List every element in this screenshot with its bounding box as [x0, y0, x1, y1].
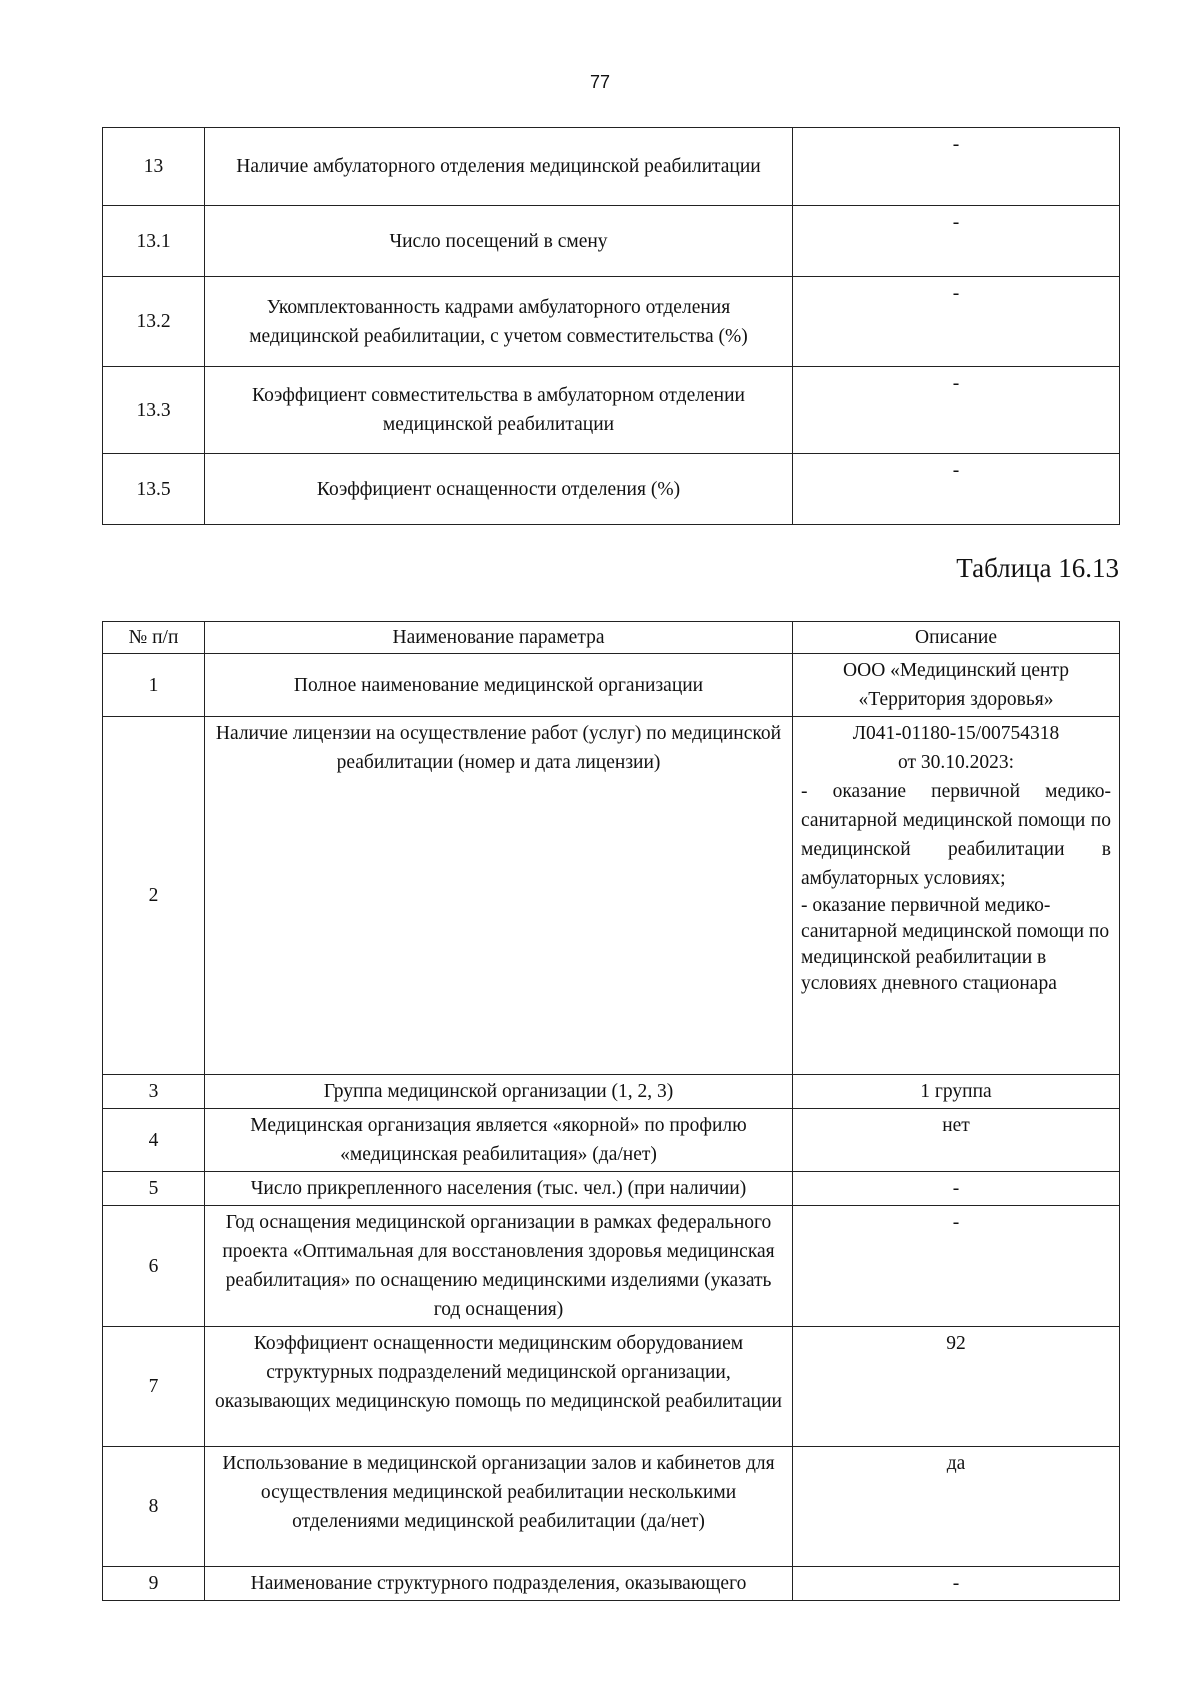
- row-number: 13.2: [103, 277, 205, 367]
- parameter-description: -: [793, 1567, 1120, 1601]
- row-number: 2: [103, 717, 205, 1075]
- parameter-description: 92: [793, 1327, 1120, 1447]
- row-number: 4: [103, 1109, 205, 1172]
- parameter-name: Медицинская организация является «якорной» по профилю «медицинская реабилитация» (да/нет): [205, 1109, 793, 1172]
- column-header-number: № п/п: [103, 622, 205, 654]
- parameters-table: [102, 621, 1120, 1601]
- parameter-name: Группа медицинской организации (1, 2, 3): [205, 1075, 793, 1109]
- parameter-description: -: [793, 1206, 1120, 1327]
- table-row: [103, 1447, 1120, 1567]
- parameter-name: Полное наименование медицинской организации: [205, 654, 793, 717]
- table-row: [103, 1075, 1120, 1109]
- column-header-name: Наименование параметра: [205, 622, 793, 654]
- row-number: 13.3: [103, 367, 205, 454]
- parameter-name: Число посещений в смену: [205, 206, 793, 277]
- row-number: 6: [103, 1206, 205, 1327]
- table-row: [103, 654, 1120, 717]
- table-row: [103, 277, 1120, 367]
- row-number: 13.1: [103, 206, 205, 277]
- table-header-row: [103, 622, 1120, 654]
- parameter-name: Укомплектованность кадрами амбулаторного отделения медицинской реабилитации, с учетом совместительства (%): [205, 277, 793, 367]
- parameter-name: Наличие лицензии на осуществление работ (услуг) по медицинской реабилитации (номер и дата лицензии): [205, 717, 793, 1075]
- table-row: [103, 717, 1120, 1075]
- parameter-name: Использование в медицинской организации залов и кабинетов для осуществления медицинской реабилитации несколькими отделениями медицинской реабилитации (да/нет): [205, 1447, 793, 1567]
- row-number: 8: [103, 1447, 205, 1567]
- row-number: 9: [103, 1567, 205, 1601]
- parameter-description: -: [793, 1172, 1120, 1206]
- license-scope-item: - оказание первичной медико-санитарной медицинской помощи по медицинской реабилитации в условиях дневного стационара: [801, 895, 1110, 994]
- table-row: [103, 1567, 1120, 1601]
- parameter-name: Год оснащения медицинской организации в рамках федерального проекта «Оптимальная для восстановления здоровья медицинская реабилитация» по оснащению медицинскими изделиями (указать год оснащения): [205, 1206, 793, 1327]
- table-row: [103, 367, 1120, 454]
- license-number: Л041-01180-15/00754318: [852, 723, 1060, 744]
- column-header-description: Описание: [793, 622, 1120, 654]
- parameter-description: -: [793, 454, 1120, 525]
- license-date: от 30.10.2023:: [897, 752, 1015, 773]
- table-row: [103, 454, 1120, 525]
- parameter-description: ООО «Медицинский центр «Территория здоровья»: [793, 654, 1120, 717]
- parameter-description: -: [793, 367, 1120, 454]
- parameter-name: Коэффициент совместительства в амбулаторном отделении медицинской реабилитации: [205, 367, 793, 454]
- parameter-description: нет: [793, 1109, 1120, 1172]
- parameter-description: [793, 717, 1120, 1075]
- license-scope-item: - оказание первичной медико-санитарной медицинской помощи по медицинской реабилитации в амбулаторных условиях;: [801, 781, 1111, 889]
- table-row: [103, 206, 1120, 277]
- parameter-description: да: [793, 1447, 1120, 1567]
- parameter-description: 1 группа: [793, 1075, 1120, 1109]
- row-number: 13: [103, 128, 205, 206]
- row-number: 3: [103, 1075, 205, 1109]
- parameter-name: Коэффициент оснащенности отделения (%): [205, 454, 793, 525]
- parameter-description: -: [793, 206, 1120, 277]
- table-row: [103, 1206, 1120, 1327]
- parameter-name: Наличие амбулаторного отделения медицинской реабилитации: [205, 128, 793, 206]
- table-caption: Таблица 16.13: [956, 553, 1119, 583]
- row-number: 7: [103, 1327, 205, 1447]
- table-row: [103, 128, 1120, 206]
- parameter-description: -: [793, 277, 1120, 367]
- parameter-name: Число прикрепленного населения (тыс. чел.) (при наличии): [205, 1172, 793, 1206]
- row-number: 1: [103, 654, 205, 717]
- row-number: 13.5: [103, 454, 205, 525]
- parameter-name: Коэффициент оснащенности медицинским оборудованием структурных подразделений медицинской организации, оказывающих медицинскую помощь по медицинской реабилитации: [205, 1327, 793, 1447]
- table-row: [103, 1109, 1120, 1172]
- table-row: [103, 1327, 1120, 1447]
- row-number: 5: [103, 1172, 205, 1206]
- parameter-description: -: [793, 128, 1120, 206]
- table-row: [103, 1172, 1120, 1206]
- parameters-table-continued: [102, 127, 1120, 525]
- page-number: 77: [589, 72, 611, 92]
- parameter-name: Наименование структурного подразделения, оказывающего: [205, 1567, 793, 1601]
